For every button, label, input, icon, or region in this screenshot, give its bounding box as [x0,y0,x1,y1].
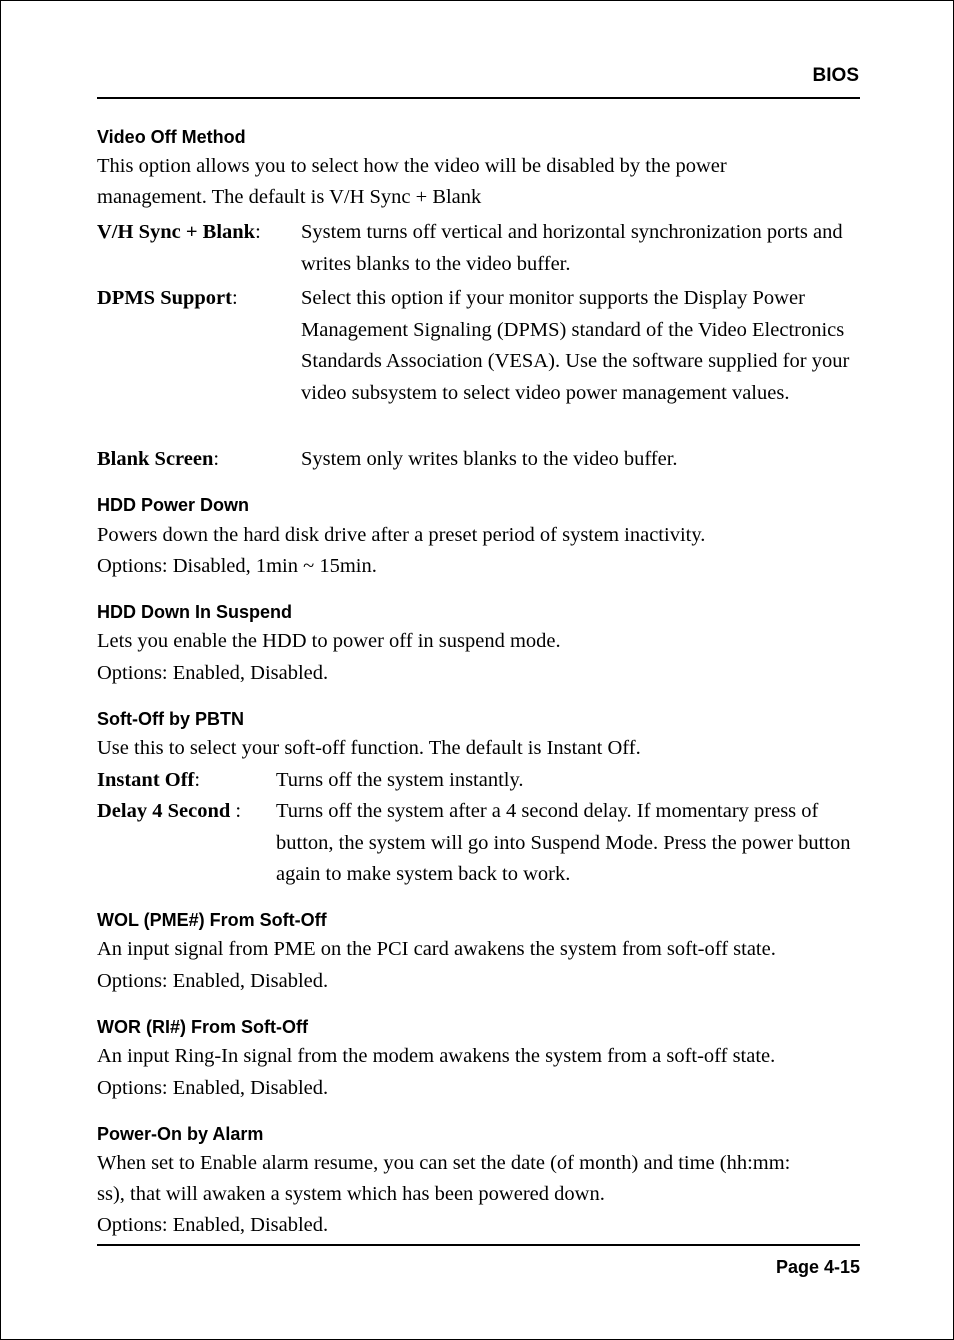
paragraph-video-off-intro-1: This option allows you to select how the video will be disabled by the power [97,155,727,177]
header-rule [97,97,860,99]
paragraph-alarm-desc-1: When set to Enable alarm resume, you can set the date (of month) and time (hh:mm: [97,1152,791,1174]
option-desc-instant-off: Turns off the system instantly. [276,769,524,791]
section-title-power-on-by-alarm: Power-On by Alarm [97,1124,264,1144]
paragraph-hdd-down-suspend-desc: Lets you enable the HDD to power off in suspend mode. [97,630,561,652]
option-desc-vh-sync-blank: System turns off vertical and horizontal synchronization ports and writes blanks to the video buffer. [301,221,843,275]
paragraph-hdd-power-down-desc: Powers down the hard disk drive after a preset period of system inactivity. [97,524,706,546]
paragraph-soft-off-pbtn-intro: Use this to select your soft-off function. The default is Instant Off. [97,737,641,759]
running-header: BIOS [812,65,859,86]
option-term-blank-screen: Blank Screen: [97,448,220,470]
section-title-video-off-method: Video Off Method [97,127,246,147]
option-desc-blank-screen: System only writes blanks to the video buffer. [301,448,678,470]
section-title-wor-from-soft-off: WOR (RI#) From Soft-Off [97,1017,308,1037]
option-term-instant-off: Instant Off: [97,769,201,791]
paragraph-hdd-power-down-options: Options: Disabled, 1min ~ 15min. [97,555,377,577]
footer-rule [97,1244,860,1246]
paragraph-wol-options: Options: Enabled, Disabled. [97,970,329,992]
page-number: Page 4-15 [775,1257,860,1277]
section-title-hdd-down-in-suspend: HDD Down In Suspend [97,602,292,622]
section-title-wol-from-soft-off: WOL (PME#) From Soft-Off [97,910,327,930]
option-desc-delay-4-second: Turns off the system after a 4 second delay. If momentary press of button, the system will go into Suspend Mode. Press the power button again to make system back to work. [276,800,851,886]
paragraph-alarm-desc-2: ss), that will awaken a system which has been powered down. [97,1183,605,1205]
option-term-vh-sync-blank: V/H Sync + Blank: [97,221,261,243]
section-title-soft-off-pbtn: Soft-Off by PBTN [97,709,244,729]
option-desc-dpms-support: Select this option if your monitor supports the Display Power Management Signaling (DPMS) standard of the Video Electronics Standards Association (VESA). Use the software supplied for your video subsystem to select video power management values. [301,287,850,405]
paragraph-wor-desc: An input Ring-In signal from the modem awakens the system from a soft-off state. [97,1045,776,1067]
paragraph-wor-options: Options: Enabled, Disabled. [97,1077,329,1099]
paragraph-video-off-intro-2: management. The default is V/H Sync + Blank [97,186,482,208]
paragraph-wol-desc: An input signal from PME on the PCI card awakens the system from soft-off state. [97,938,776,960]
option-term-dpms-support: DPMS Support: [97,287,238,309]
option-term-delay-4-second: Delay 4 Second : [97,800,242,822]
paragraph-hdd-down-suspend-options: Options: Enabled, Disabled. [97,662,329,684]
paragraph-alarm-options: Options: Enabled, Disabled. [97,1214,329,1236]
section-title-hdd-power-down: HDD Power Down [97,495,250,515]
